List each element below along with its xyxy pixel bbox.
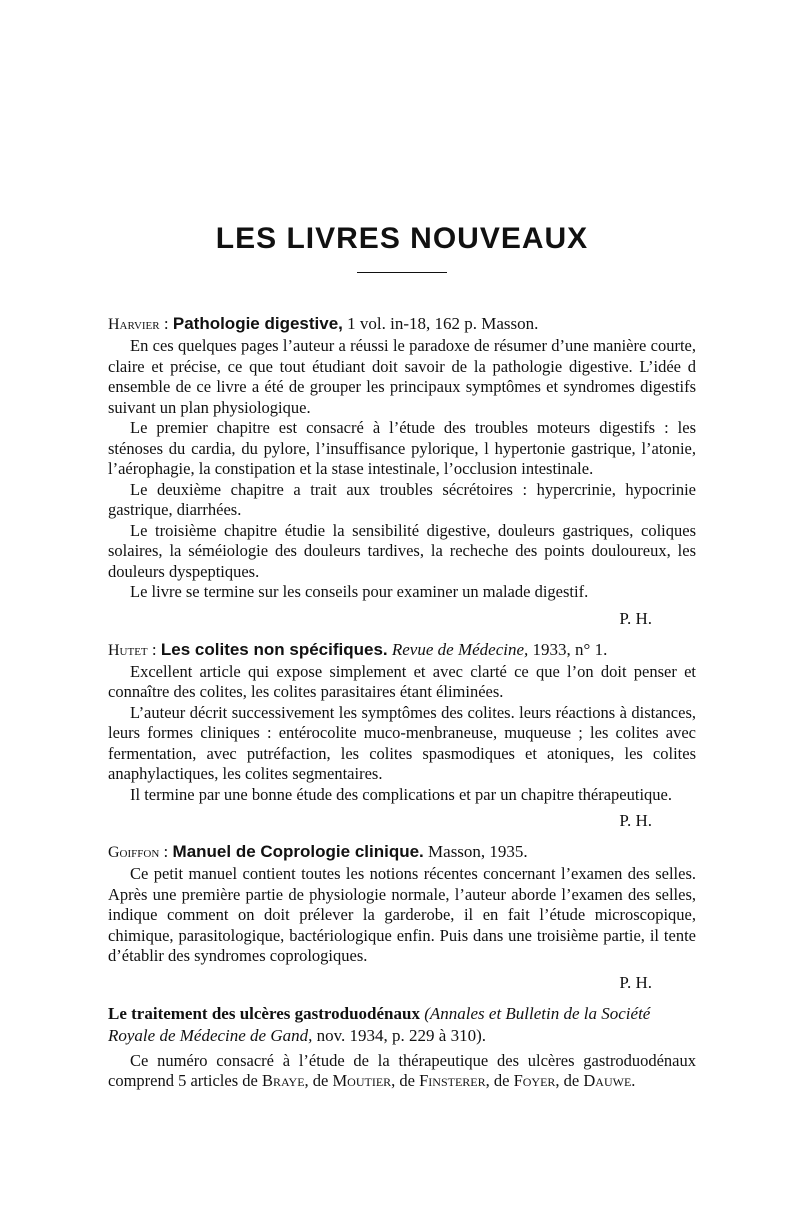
review-hutet [108, 639, 696, 832]
review-goiffon [108, 841, 696, 993]
author-name: Moutier [332, 1071, 392, 1090]
review-heading [108, 639, 696, 662]
heading-separator: : [159, 314, 173, 333]
title-rule [357, 272, 447, 273]
author-name: Finsterer [419, 1071, 486, 1090]
journal-title: Revue de Médecine, [391, 639, 529, 659]
name-separator: , de [304, 1071, 333, 1090]
book-details: 1933, n° 1. [528, 639, 608, 659]
review-ulceres [108, 1003, 696, 1092]
name-separator: , de [555, 1071, 584, 1090]
name-separator: . [631, 1071, 636, 1090]
author-name: Braye [261, 1071, 305, 1090]
review-signature: P. H. [619, 811, 652, 830]
review-paragraph: Ce petit manuel contient toutes les notions récentes concernant l’examen des selles. Après une première partie de physiologie normale, l’auteur aborde l’examen des selles, indique comment on doit prélever la garderobe, il en fait l’étude microscopique, chimique, parasitologique, bactériologique enfin. Puis dans une troisième partie, il tente d’établir des syndromes coprologiques. [108, 864, 696, 965]
review-author: Goiffon [108, 844, 160, 861]
review-heading [108, 313, 696, 336]
journal-title: (Annales et Bulletin de la Société Royale de Médecine de Gand, [108, 1003, 651, 1045]
review-paragraph: En ces quelques pages l’auteur a réussi le paradoxe de résumer d’une manière courte, claire et précise, ce que tout étudiant doit savoir de la pathologie digestive. L’idée d ensemble de ce livre a été de grouper les principaux symptômes et syndromes digestifs suivant un plan physiologique. [108, 336, 696, 417]
review-paragraph: Le deuxième chapitre a trait aux troubles sécrétoires : hypercrinie, hypocrinie gastrique, diarrhées. [108, 479, 696, 519]
heading-separator: : [159, 842, 173, 861]
review-signature: P. H. [619, 972, 652, 992]
review-harvier [108, 313, 696, 629]
book-details: Masson, 1935. [423, 842, 528, 861]
author-name: Dauwe [583, 1071, 632, 1090]
review-paragraph: Le premier chapitre est consacré à l’étude des troubles moteurs digestifs : les sténoses du cardia, du pylore, l’insuffisance pylorique, l hypertonie gastrique, l’atonie, l’aérophagie, la constipation et la stase intestinale, l’occlusion intestinale. [108, 418, 696, 478]
review-paragraph: Le livre se termine sur les conseils pour examiner un malade digestif. [130, 582, 589, 601]
review-paragraph [108, 1051, 696, 1092]
heading-separator: : [147, 639, 161, 659]
paragraph-text: Ce numéro consacré à l’étude de la thérapeutique des ulcères gastroduodénaux comprend 5 articles de [108, 1050, 696, 1090]
review-author: Harvier [108, 316, 160, 333]
name-separator: , de [485, 1071, 514, 1090]
review-author: Hutet [108, 641, 148, 659]
page-title: LES LIVRES NOUVEAUX [215, 222, 589, 255]
name-separator: , de [391, 1071, 420, 1090]
book-details: nov. 1934, p. 229 à 310). [312, 1025, 486, 1045]
review-signature: P. H. [619, 608, 652, 628]
book-title: Les colites non spécifiques. [160, 639, 388, 659]
review-paragraph: Il termine par une bonne étude des complications et par un chapitre thérapeutique. [130, 784, 673, 804]
book-details: 1 vol. in-18, 162 p. Masson. [342, 314, 539, 333]
page-content [108, 222, 696, 1102]
review-heading [108, 1003, 696, 1047]
review-paragraph: Excellent article qui expose simplement et avec clarté ce que l’on doit penser et connaître des colites, les colites parasitaires étant éliminées. [108, 661, 696, 701]
book-title: Manuel de Coprologie clinique. [172, 842, 424, 861]
author-name: Foyer [513, 1071, 556, 1090]
review-heading [108, 841, 696, 864]
book-title: Pathologie digestive, [172, 314, 343, 333]
book-title: Le traitement des ulcères gastroduodénaux [108, 1003, 420, 1023]
review-paragraph: L’auteur décrit successivement les symptômes des colites. leurs réactions à distances, leurs formes cliniques : entérocolite muco-menbraneuse, muqueuse ; les colites avec fermentation, avec putréfaction, les colites spasmodiques et atoniques, les colites anaphylactiques, les colites segmentaires. [108, 702, 696, 783]
review-paragraph: Le troisième chapitre étudie la sensibilité digestive, douleurs gastriques, coliques solaires, la séméiologie des douleurs tardives, la recheche des points douloureux, les douleurs dyspeptiques. [108, 520, 696, 581]
